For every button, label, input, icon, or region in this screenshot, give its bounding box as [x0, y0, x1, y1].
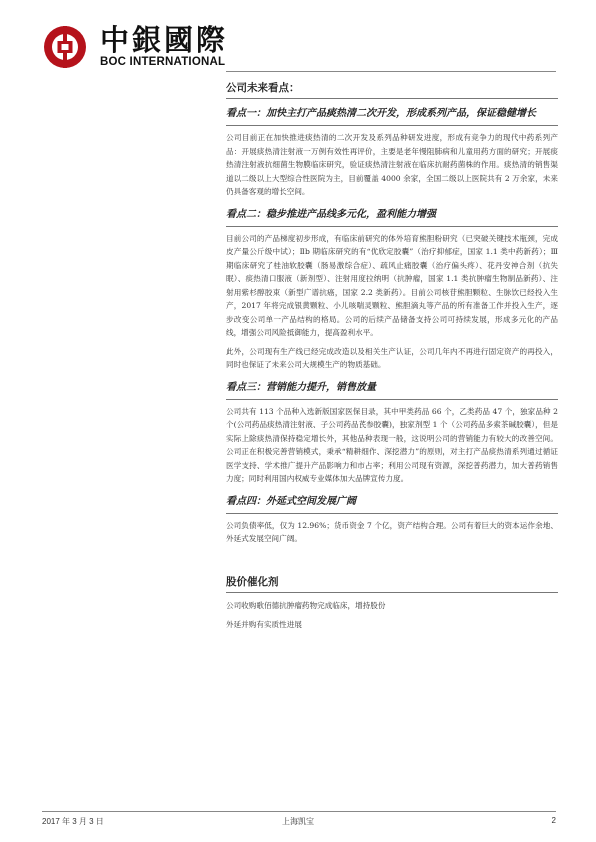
boc-emblem-icon [42, 24, 88, 70]
footer-company: 上海凯宝 [282, 817, 314, 826]
catalyst-item: 公司收购歌佰德抗肿瘤药物完成临床，增持股份 [226, 600, 386, 610]
catalyst-section [226, 574, 558, 632]
point-divider [226, 399, 558, 400]
point-1 [226, 106, 558, 199]
header-divider [226, 71, 556, 72]
point-paragraph: 公司目前正在加快推进痰热清的二次开发及系列品种研发进度，形成有竞争力的现代中药系列产品：开展痰热清注射液一万例有效性再评价，主要是老年慢阻肺病和儿童用药方面的研究；开展痰热清注射液抗细菌生物膜临床研究，验证痰热清注射液在临床抗耐药菌株的作用。痰热清的销售渠道以二级以上大型综合性医院为主，目前覆盖 4000 余家，全国二级以上医院共有 2 万余家，未来仍具备客观的增长空间。 [226, 133, 558, 196]
point-4 [226, 494, 558, 546]
page-number: 2 [551, 816, 556, 825]
section-title: 公司未来看点： [226, 82, 300, 94]
point-paragraph: 目前公司的产品梯度初步形成，有临床前研究的体外培育熊胆粉研究（已突破关键技术瓶颈，完成皮产量公斤级中试）；Ⅱb 期临床研究的有“优欣定胶囊”（治疗抑郁症，国家 1.1 类中药新药）；Ⅲ期临床研究了桂油软胶囊（肠易激综合症）、疏风止痛胶囊（治疗偏头疼）、花丹安神合剂（抗失眠）、痰热清口服液（新剂型）、注射用度拉纳明（抗肿瘤，国家 1.1 类抗肿瘤生物制品新药）、注射用紫杉醇胶束（新型广谱抗癌，国家 2.2 类新药）。目前公司核苷熊胆颗粒、生脉饮已经投入生产，2017 年将完成银黄颗粒、小儿咳喘灵颗粒、熊胆滴丸等产品的所有准备工作并投入生产，逐步改变公司单一产品结构的格局。公司的后续产品储备支持公司可持续发展，形成多元化的产品线，增强公司风险抵御能力，提高盈利水平。 [226, 233, 558, 337]
logo-chinese-text: 中銀國際 [100, 23, 229, 57]
point-divider [226, 226, 558, 227]
point-paragraph: 公司共有 113 个品种入选新版国家医保目录，其中甲类药品 66 个，乙类药品 47 个，独家品种 2 个(公司药品痰热清注射液、子公司药品芪参胶囊)，独家剂型 1 个（公司药品多索茶碱胶囊），但是实际上除痰热清保持稳定增长外，其他品种表现一般，这说明公司的营销能力有较大的改善空间。公司正在积极完善营销模式，秉承“精耕细作、深挖潜力”的原则，对主打产品痰热清系列通过循证医学支持、学术推广提升产品影响力和市占率；利用公司现有资源，深挖普药潜力，加大普药销售力度；同时利用国内权威专业媒体加大品牌宣传力度。 [226, 406, 558, 483]
point-3 [226, 380, 558, 486]
point-title: 看点一：加快主打产品痰热清二次开发，形成系列产品，保证稳健增长 [226, 108, 536, 119]
footer-divider [42, 811, 556, 812]
point-divider [226, 513, 558, 514]
catalyst-divider [226, 592, 558, 593]
point-divider [226, 125, 558, 126]
boc-logo [42, 22, 242, 70]
catalyst-title: 股价催化剂 [226, 575, 279, 588]
point-title: 看点四：外延式空间发展广阔 [226, 495, 356, 507]
point-title: 看点二：稳步推进产品线多元化，盈利能力增强 [226, 208, 436, 220]
catalyst-item: 外延并购有实质性进展 [226, 620, 302, 629]
point-paragraph: 公司负债率低，仅为 12.96%；货币资金 7 个亿，资产结构合理。公司有着巨大的资本运作余地、外延式发展空间广阔。 [226, 520, 558, 543]
point-2 [226, 207, 558, 372]
footer-date: 2017 年 3 月 3 日 [42, 817, 104, 826]
point-title: 看点三：营销能力提升，销售放量 [226, 381, 376, 393]
section-divider [226, 98, 558, 99]
logo-english-text: BOC INTERNATIONAL [100, 56, 226, 68]
main-content [226, 80, 558, 632]
point-paragraph: 此外，公司现有生产线已经完成改造以及相关生产认证，公司几年内不再进行固定资产的再投入，同时也保证了未来公司大规模生产的物质基础。 [226, 346, 558, 369]
